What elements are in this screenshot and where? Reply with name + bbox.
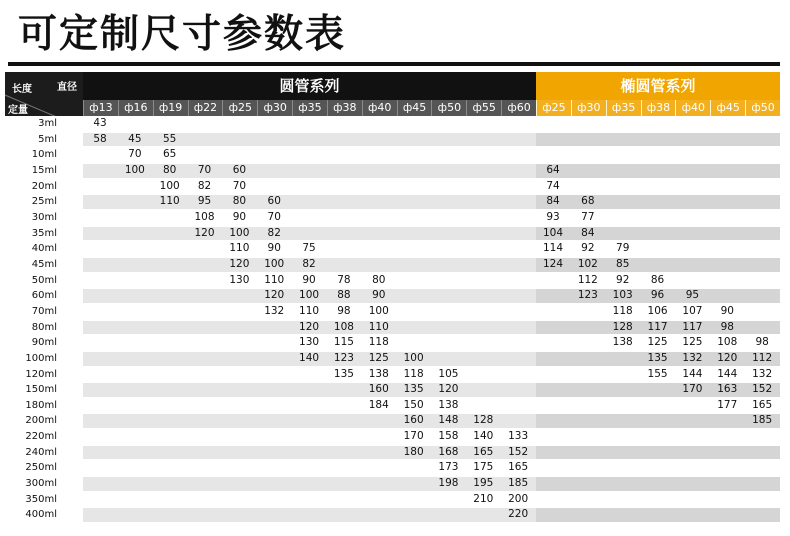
oval-diameter-header: ф50 — [745, 100, 780, 116]
table-row — [5, 132, 780, 148]
round-length-cell: 100 — [368, 304, 389, 317]
round-length-cell: 100 — [124, 163, 145, 176]
round-length-cell: 200 — [508, 492, 529, 505]
oval-length-cell: 138 — [612, 336, 633, 349]
oval-diameter-header: ф35 — [606, 100, 641, 116]
round-length-cell: 140 — [299, 351, 320, 364]
round-length-cell: 128 — [473, 414, 494, 427]
round-length-cell: 138 — [438, 398, 459, 411]
round-length-cell: 160 — [368, 383, 389, 396]
volume-label: 250ml — [25, 462, 57, 474]
capacity-label: 定量 — [8, 105, 28, 116]
round-length-cell: 170 — [403, 430, 424, 443]
table-row — [5, 429, 780, 445]
round-length-cell: 75 — [302, 242, 316, 255]
round-diameter-header: ф45 — [397, 100, 432, 116]
oval-length-cell: 135 — [647, 351, 668, 364]
oval-length-cell: 123 — [577, 289, 598, 302]
oval-length-cell: 114 — [542, 242, 564, 255]
volume-label: 15ml — [31, 164, 57, 176]
round-length-cell: 90 — [372, 289, 386, 302]
round-length-cell: 123 — [333, 351, 354, 364]
volume-label: 30ml — [31, 211, 57, 223]
round-length-cell: 45 — [128, 132, 142, 145]
table-row — [5, 335, 780, 351]
round-length-cell: 65 — [163, 148, 177, 161]
oval-length-cell: 104 — [542, 226, 564, 239]
round-length-cell: 165 — [473, 445, 494, 458]
corner-cell — [5, 72, 83, 116]
oval-length-cell: 165 — [752, 398, 773, 411]
row-oval-background — [536, 383, 780, 397]
round-length-cell: 175 — [473, 461, 494, 474]
table-row — [5, 210, 780, 226]
round-series-title: 圆管系列 — [279, 77, 340, 95]
row-oval-background — [536, 133, 780, 147]
row-background — [83, 180, 780, 194]
round-length-cell: 80 — [163, 163, 177, 176]
oval-length-cell: 96 — [650, 289, 665, 302]
length-label: 长度 — [12, 84, 32, 95]
title-divider — [8, 62, 780, 66]
row-background — [83, 461, 780, 475]
oval-length-cell: 117 — [647, 320, 668, 333]
table-row — [5, 476, 780, 492]
volume-label: 100ml — [25, 352, 57, 364]
round-diameter-header: ф25 — [222, 100, 257, 116]
oval-length-cell: 144 — [717, 367, 738, 380]
oval-length-cell: 185 — [752, 414, 773, 427]
diameter-label: 直径 — [57, 82, 77, 93]
table-row — [5, 413, 780, 429]
round-length-cell: 55 — [163, 132, 177, 145]
round-length-cell: 133 — [508, 430, 529, 443]
oval-length-cell: 77 — [581, 210, 595, 223]
round-length-cell: 138 — [368, 367, 389, 380]
oval-length-cell: 98 — [755, 336, 769, 349]
round-length-cell: 82 — [302, 257, 316, 270]
table-row — [5, 460, 780, 476]
row-background — [83, 274, 780, 288]
round-length-cell: 100 — [403, 351, 424, 364]
row-oval-background — [536, 477, 780, 491]
table-row — [5, 382, 780, 398]
volume-label: 150ml — [25, 384, 57, 396]
volume-label: 90ml — [31, 337, 57, 349]
round-diameter-header: ф60 — [501, 100, 536, 116]
round-diameter-row — [83, 100, 536, 116]
round-length-cell: 158 — [438, 430, 459, 443]
round-diameter-header: ф50 — [431, 100, 466, 116]
volume-label: 220ml — [25, 431, 57, 443]
oval-length-cell: 177 — [717, 398, 738, 411]
oval-length-cell: 84 — [546, 195, 560, 208]
round-length-cell: 90 — [232, 210, 247, 223]
round-length-cell: 184 — [368, 398, 389, 411]
round-diameter-header: ф30 — [257, 100, 292, 116]
round-length-cell: 60 — [267, 195, 281, 208]
round-length-cell: 120 — [438, 383, 459, 396]
oval-diameter-row — [536, 100, 780, 116]
round-length-cell: 100 — [264, 257, 285, 270]
row-oval-background — [536, 164, 780, 178]
oval-length-cell: 124 — [542, 257, 564, 270]
row-background — [83, 336, 780, 350]
oval-length-cell: 125 — [682, 336, 703, 349]
table-row — [5, 507, 780, 523]
round-length-cell: 220 — [508, 508, 529, 521]
oval-length-cell: 108 — [717, 336, 738, 349]
table-row — [5, 288, 780, 304]
round-length-cell: 110 — [159, 195, 180, 208]
round-length-cell: 130 — [229, 273, 250, 286]
volume-label: 300ml — [25, 478, 57, 490]
round-length-cell: 120 — [264, 289, 285, 302]
oval-length-cell: 92 — [581, 242, 595, 255]
round-length-cell: 173 — [438, 461, 459, 474]
round-diameter-header: ф35 — [292, 100, 327, 116]
volume-label: 45ml — [31, 258, 57, 270]
oval-length-cell: 68 — [581, 195, 595, 208]
volume-label: 240ml — [25, 446, 57, 458]
row-oval-background — [536, 446, 780, 460]
round-length-cell: 108 — [333, 320, 354, 333]
table-row — [5, 163, 780, 179]
round-length-cell: 150 — [403, 398, 424, 411]
round-length-cell: 198 — [438, 477, 459, 490]
round-length-cell: 105 — [438, 367, 459, 380]
oval-length-cell: 79 — [616, 242, 630, 255]
oval-length-cell: 132 — [682, 351, 703, 364]
oval-length-cell: 155 — [647, 367, 668, 380]
oval-length-cell: 170 — [682, 383, 703, 396]
round-length-cell: 88 — [337, 289, 351, 302]
oval-length-cell: 106 — [647, 304, 668, 317]
round-length-cell: 90 — [302, 273, 316, 286]
volume-label: 200ml — [25, 415, 57, 427]
volume-label: 5ml — [38, 133, 57, 145]
round-length-cell: 82 — [197, 179, 212, 192]
row-background — [83, 305, 780, 319]
oval-length-cell: 128 — [612, 320, 633, 333]
table-row — [5, 445, 780, 461]
volume-label: 25ml — [31, 196, 57, 208]
table-header — [5, 72, 780, 116]
round-length-cell: 148 — [438, 414, 459, 427]
round-length-cell: 110 — [229, 242, 250, 255]
round-length-cell: 118 — [403, 367, 424, 380]
table-row — [5, 194, 780, 210]
round-diameter-header: ф40 — [362, 100, 397, 116]
oval-series-title: 椭圆管系列 — [536, 72, 780, 100]
round-length-cell: 152 — [508, 445, 529, 458]
oval-length-cell: 90 — [720, 304, 734, 317]
round-length-cell: 70 — [267, 210, 281, 223]
oval-length-cell: 144 — [682, 367, 703, 380]
volume-label: 400ml — [25, 509, 57, 521]
oval-length-cell: 102 — [577, 257, 598, 270]
row-background — [83, 399, 780, 413]
row-oval-background — [536, 508, 780, 522]
round-length-cell: 125 — [368, 351, 389, 364]
oval-length-cell: 112 — [577, 273, 598, 286]
table-row — [5, 304, 780, 320]
row-oval-background — [536, 414, 780, 428]
oval-length-cell: 118 — [612, 304, 633, 317]
row-background — [83, 493, 780, 507]
row-background — [83, 430, 780, 444]
round-length-cell: 70 — [197, 163, 212, 176]
volume-label: 10ml — [31, 149, 57, 161]
round-diameter-header: ф55 — [466, 100, 501, 116]
round-length-cell: 110 — [264, 273, 285, 286]
round-length-cell: 108 — [194, 210, 215, 223]
round-length-cell: 80 — [372, 273, 386, 286]
oval-diameter-header: ф25 — [536, 100, 571, 116]
round-length-cell: 120 — [299, 320, 320, 333]
volume-label: 120ml — [25, 368, 57, 380]
round-length-cell: 118 — [368, 336, 389, 349]
round-length-cell: 135 — [333, 367, 354, 380]
oval-length-cell: 85 — [616, 257, 630, 270]
oval-length-cell: 132 — [752, 367, 773, 380]
oval-length-cell: 107 — [682, 304, 703, 317]
round-length-cell: 115 — [333, 336, 354, 349]
round-length-cell: 110 — [299, 304, 320, 317]
oval-length-cell: 152 — [752, 383, 773, 396]
round-length-cell: 140 — [473, 430, 494, 443]
round-length-cell: 100 — [299, 289, 320, 302]
row-background — [83, 211, 780, 225]
round-length-cell: 70 — [128, 148, 142, 161]
volume-label: 350ml — [25, 493, 57, 505]
round-length-cell: 78 — [337, 273, 351, 286]
round-length-cell: 165 — [508, 461, 529, 474]
table-row — [5, 398, 780, 414]
oval-length-cell: 112 — [752, 351, 773, 364]
round-length-cell: 132 — [264, 304, 285, 317]
round-length-cell: 120 — [229, 257, 250, 270]
round-length-cell: 185 — [508, 477, 529, 490]
round-length-cell: 120 — [194, 226, 215, 239]
round-length-cell: 100 — [229, 226, 250, 239]
round-length-cell: 168 — [438, 445, 459, 458]
round-length-cell: 95 — [197, 195, 212, 208]
volume-label: 50ml — [31, 274, 57, 286]
oval-diameter-header: ф40 — [675, 100, 710, 116]
table-row — [5, 147, 780, 163]
oval-length-cell: 163 — [717, 383, 738, 396]
round-length-cell: 195 — [473, 477, 494, 490]
oval-length-cell: 120 — [717, 351, 738, 364]
oval-length-cell: 86 — [650, 273, 665, 286]
row-background — [83, 242, 780, 256]
volume-label: 35ml — [31, 227, 57, 239]
row-background — [83, 148, 780, 162]
table-row — [5, 116, 780, 132]
table-row — [5, 367, 780, 383]
round-length-cell: 110 — [368, 320, 389, 333]
round-length-cell: 80 — [232, 195, 247, 208]
round-length-cell: 135 — [403, 383, 424, 396]
round-length-cell: 160 — [403, 414, 424, 427]
round-diameter-header: ф16 — [118, 100, 153, 116]
table-row — [5, 273, 780, 289]
oval-length-cell: 84 — [581, 226, 595, 239]
table-row — [5, 226, 780, 242]
volume-label: 180ml — [25, 399, 57, 411]
table-row — [5, 241, 780, 257]
table-row — [5, 179, 780, 195]
table-row — [5, 257, 780, 273]
table-row — [5, 492, 780, 508]
oval-length-cell: 93 — [546, 210, 560, 223]
volume-label: 80ml — [31, 321, 57, 333]
round-diameter-header: ф38 — [327, 100, 362, 116]
table-row — [5, 320, 780, 336]
volume-label: 40ml — [31, 243, 57, 255]
round-diameter-header: ф22 — [188, 100, 223, 116]
oval-length-cell: 95 — [685, 289, 700, 302]
page-title: 可定制尺寸参数表 — [18, 12, 347, 57]
round-diameter-header: ф19 — [153, 100, 188, 116]
round-length-cell: 210 — [473, 492, 494, 505]
round-length-cell: 90 — [267, 242, 281, 255]
round-length-cell: 60 — [232, 163, 247, 176]
oval-length-cell: 125 — [647, 336, 668, 349]
round-length-cell: 58 — [93, 132, 107, 145]
round-length-cell: 98 — [337, 304, 351, 317]
oval-diameter-header: ф30 — [571, 100, 606, 116]
volume-label: 3ml — [38, 118, 57, 129]
round-length-cell: 100 — [159, 179, 180, 192]
oval-length-cell: 103 — [612, 289, 633, 302]
round-length-cell: 130 — [299, 336, 320, 349]
oval-diameter-header: ф38 — [641, 100, 676, 116]
oval-length-cell: 74 — [546, 179, 560, 192]
oval-diameter-header: ф45 — [710, 100, 745, 116]
volume-label: 20ml — [31, 180, 57, 192]
round-diameter-header: ф13 — [83, 100, 118, 116]
table-body — [5, 116, 780, 523]
round-length-cell: 70 — [232, 179, 247, 192]
oval-length-cell: 92 — [616, 273, 630, 286]
round-length-cell: 43 — [93, 117, 107, 129]
oval-length-cell: 117 — [682, 320, 703, 333]
row-background — [83, 368, 780, 382]
row-background — [83, 117, 780, 131]
oval-length-cell: 98 — [720, 320, 734, 333]
table-row — [5, 351, 780, 367]
round-length-cell: 82 — [267, 226, 281, 239]
round-length-cell: 180 — [403, 445, 424, 458]
oval-length-cell: 64 — [546, 163, 560, 176]
volume-label: 60ml — [31, 290, 57, 302]
volume-label: 70ml — [31, 305, 57, 317]
